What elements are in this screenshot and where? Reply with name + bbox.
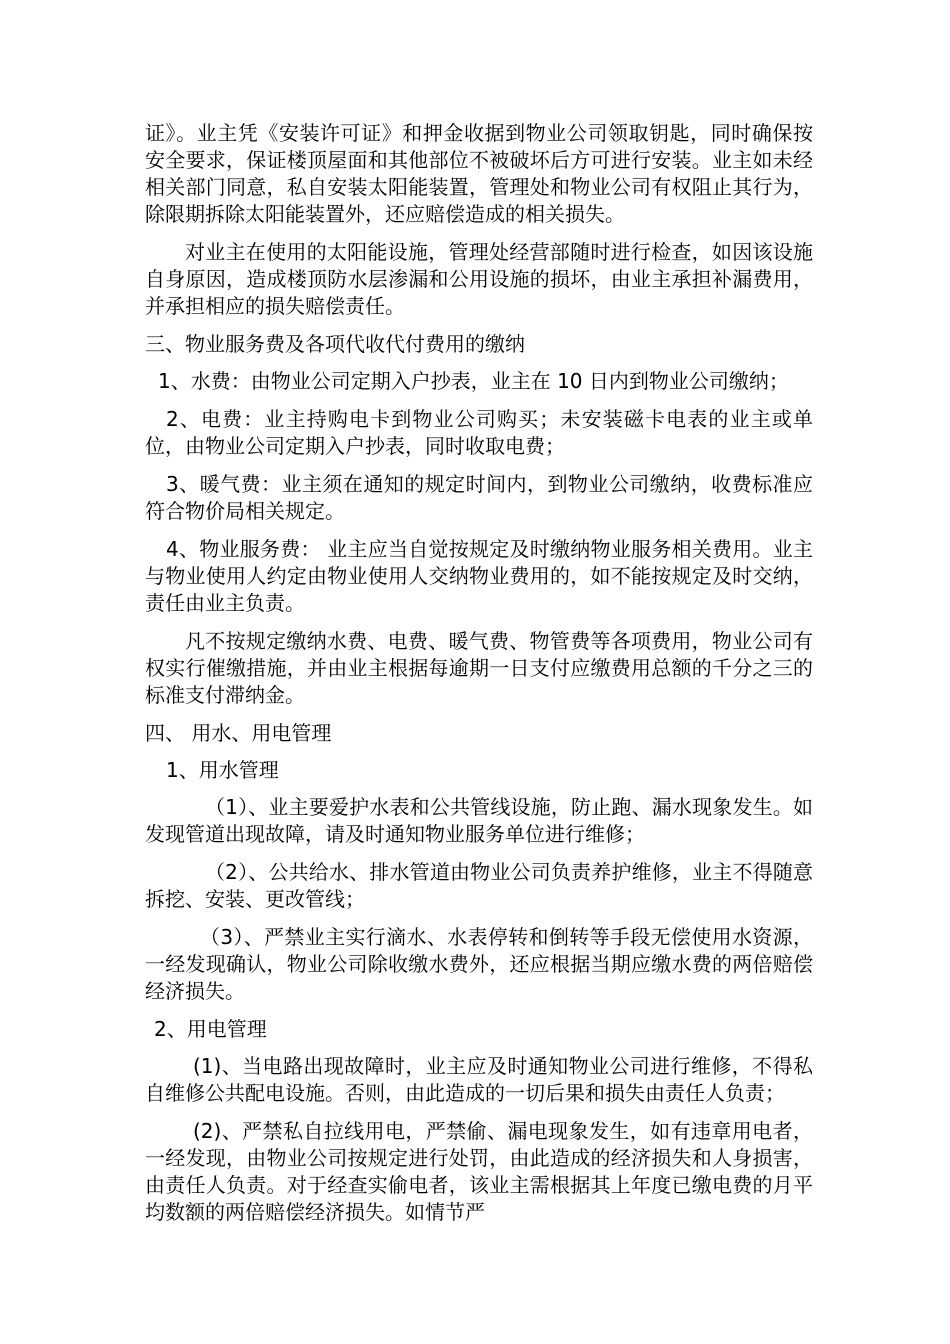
paragraph-property-service-fee: 4、物业服务费： 业主应当自觉按规定及时缴纳物业服务相关费用。业主与物业使用人约定由物业使用人交纳物业费用的，如不能按规定及时交纳，责任由业主负责。 bbox=[145, 537, 813, 615]
subheading-electricity-management: 2、用电管理 bbox=[154, 1017, 267, 1041]
paragraph-water-fee: 1、水费：由物业公司定期入户抄表，业主在 10 日内到物业公司缴纳； bbox=[158, 369, 789, 393]
section-heading-water-electricity: 四、 用水、用电管理 bbox=[145, 721, 332, 745]
paragraph-water-rule-2: （2）、公共给水、排水管道由物业公司负责养护维修，业主不得随意拆挖、安装、更改管线； bbox=[145, 860, 813, 911]
paragraph-heating-fee: 3、暖气费：业主须在通知的规定时间内，到物业公司缴纳，收费标准应符合物价局相关规定。 bbox=[145, 472, 813, 523]
paragraph-solar-inspection: 对业主在使用的太阳能设施，管理处经营部随时进行检查，如因该设施自身原因，造成楼顶防水层渗漏和公用设施的损坏，由业主承担补漏费用，并承担相应的损失赔偿责任。 bbox=[145, 240, 813, 318]
document-body bbox=[145, 120, 813, 1237]
section-heading-fees: 三、物业服务费及各项代收代付费用的缴纳 bbox=[145, 332, 525, 356]
paragraph-water-rule-1: （1）、业主要爱护水表和公共管线设施，防止跑、漏水现象发生。如发现管道出现故障，请及时通知物业服务单位进行维修； bbox=[145, 795, 813, 846]
subheading-water-management: 1、用水管理 bbox=[166, 758, 279, 782]
paragraph-electricity-rule-2: (2)、严禁私自拉线用电，严禁偷、漏电现象发生，如有违章用电者，一经发现，由物业公司按规定进行处罚，由此造成的经济损失和人身损害，由责任人负责。对于经查实偷电者，该业主需根据其上年度已缴电费的月平均数额的两倍赔偿经济损失。如情节严 bbox=[145, 1119, 813, 1224]
paragraph-late-fee: 凡不按规定缴纳水费、电费、暖气费、物管费等各项费用，物业公司有权实行催缴措施，并由业主根据每逾期一日支付应缴费用总额的千分之三的标准支付滞纳金。 bbox=[145, 629, 813, 707]
paragraph-solar-installation-permit: 证》。业主凭《安装许可证》和押金收据到物业公司领取钥匙，同时确保按安全要求，保证楼顶屋面和其他部位不被破坏后方可进行安装。业主如未经相关部门同意，私自安装太阳能装置，管理处和物业公司有权阻止其行为，除限期拆除太阳能装置外，还应赔偿造成的相关损失。 bbox=[145, 121, 813, 226]
paragraph-electricity-rule-1: (1)、当电路出现故障时，业主应及时通知物业公司进行维修，不得私自维修公共配电设施。否则，由此造成的一切后果和损失由责任人负责； bbox=[145, 1054, 813, 1105]
paragraph-water-rule-3: （3）、严禁业主实行滴水、水表停转和倒转等手段无偿使用水资源，一经发现确认，物业公司除收缴水费外，还应根据当期应缴水费的两倍赔偿经济损失。 bbox=[145, 925, 813, 1003]
paragraph-electricity-fee: 2、电费：业主持购电卡到物业公司购买；未安装磁卡电表的业主或单位，由物业公司定期入户抄表，同时收取电费； bbox=[145, 407, 813, 458]
